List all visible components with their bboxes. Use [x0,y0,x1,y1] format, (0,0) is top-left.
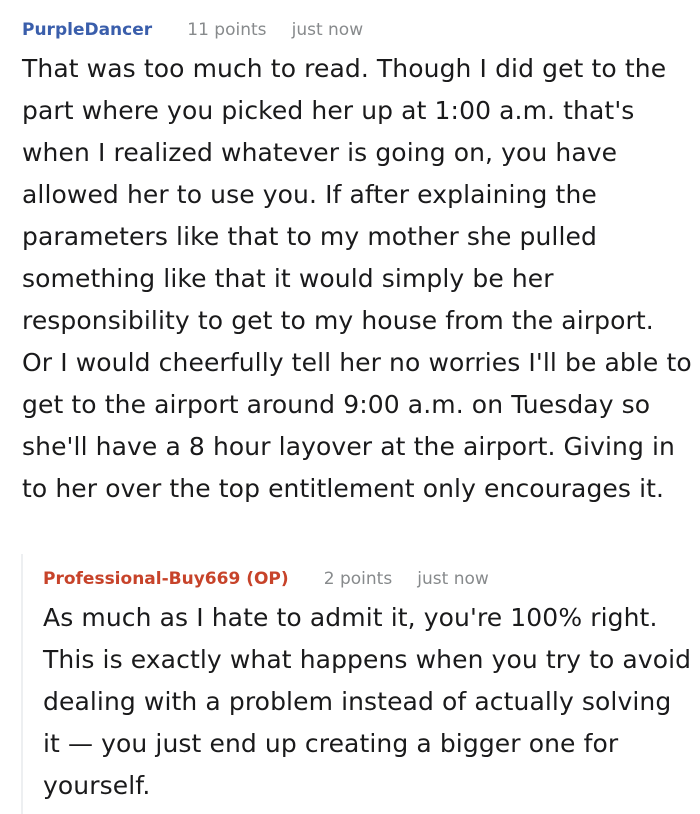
comment-meta [43,569,489,589]
comment-meta [22,20,363,40]
comment-points: 11 points [187,20,267,40]
comment-author-op[interactable]: Professional-Buy669 (OP) [43,569,289,589]
comment-body: That was too much to read. Though I did get to the part where you picked her up at 1:00 a.m. that's when I realized whatever is going on, you have allowed her to use you. If after explaining the parameters like that to my mother she pulled something like that it would simply be her responsibility to get to my house from the airport. Or I would cheerfully tell her no worries I'll be able to get to the airport around 9:00 a.m. on Tuesday so she'll have a 8 hour layover at the airport. Giving in to her over the top entitlement only encourages it. [22,54,692,503]
comment-body: As much as I hate to admit it, you're 100% right. This is exactly what happens when you try to avoid dealing with a problem instead of actually solving it — you just end up creating a bigger one for yourself. [43,603,692,800]
comment-author[interactable]: PurpleDancer [22,20,153,40]
comment-timestamp[interactable]: just now [417,569,489,589]
comment-timestamp[interactable]: just now [291,20,364,40]
thread-line[interactable] [21,554,23,814]
comment-points: 2 points [323,569,393,589]
